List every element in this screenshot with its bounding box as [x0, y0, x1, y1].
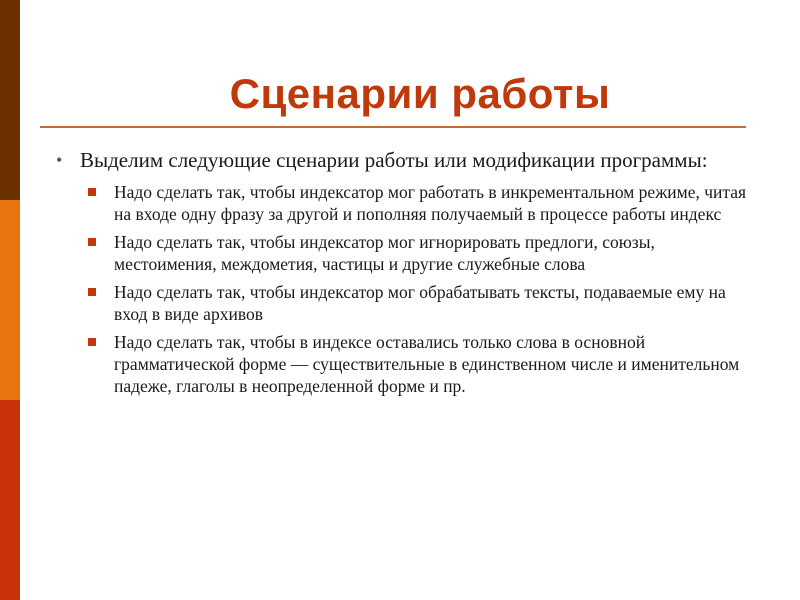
side-bar-bottom — [0, 400, 20, 600]
sub-bullet-text: Надо сделать так, чтобы индексатор мог игнорировать предлоги, союзы, местоимения, междометия, частицы и другие служебные слова — [114, 232, 655, 274]
main-bullet — [50, 148, 750, 173]
square-bullet-icon — [88, 188, 96, 196]
slide-content — [50, 148, 750, 403]
sub-bullet — [50, 181, 750, 225]
main-bullet-text: Выделим следующие сценарии работы или модификации программы: — [80, 148, 708, 172]
sub-bullet — [50, 281, 750, 325]
square-bullet-icon — [88, 288, 96, 296]
slide-title: Сценарии работы — [229, 70, 611, 117]
side-bar-top — [0, 0, 20, 200]
bullet-dot-icon: • — [56, 150, 63, 170]
sub-bullet-text: Надо сделать так, чтобы в индексе оставались только слова в основной грамматической форме — существительные в единственном числе и именительном падеже, глаголы в неопределенной форме и пр. — [114, 332, 740, 396]
title-divider — [40, 126, 746, 128]
square-bullet-icon — [88, 338, 96, 346]
square-bullet-icon — [88, 238, 96, 246]
sub-bullet-text: Надо сделать так, чтобы индексатор мог работать в инкрементальном режиме, читая на входе одну фразу за другой и пополняя получаемый в процессе работы индекс — [114, 182, 747, 224]
sub-bullet-text: Надо сделать так, чтобы индексатор мог обрабатывать тексты, подаваемые ему на вход в виде архивов — [114, 282, 726, 324]
side-bar-middle — [0, 200, 20, 400]
sub-bullet-list — [50, 181, 750, 397]
sub-bullet — [50, 231, 750, 275]
sub-bullet — [50, 331, 750, 397]
